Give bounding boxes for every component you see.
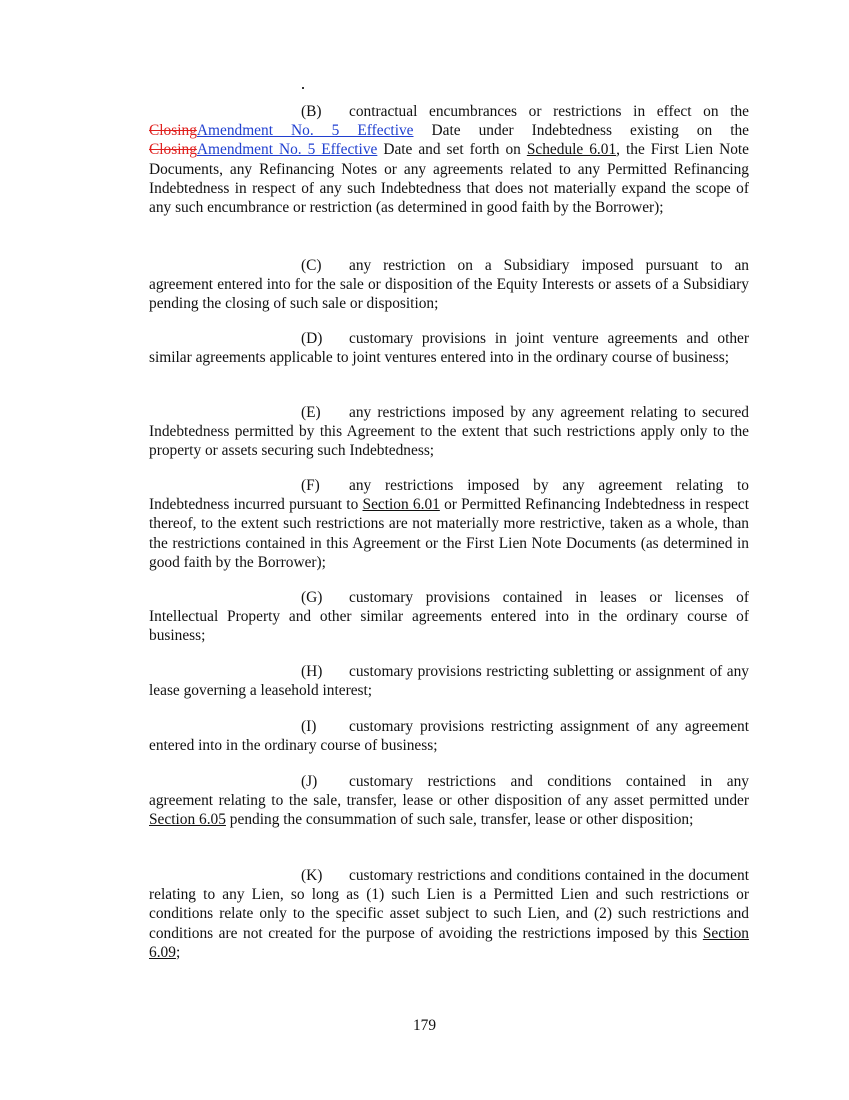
- clause-e: [149, 403, 749, 461]
- section-reference: Section 6.05: [149, 811, 226, 829]
- deleted-text: Closing: [149, 122, 197, 140]
- clause-label: (J): [301, 773, 318, 790]
- clause-text: customary restrictions and conditions contained in the document relating to any Lien, so long as (1) such Lien is a Permitted Lien and such restrictions or conditions relate only to the specific asset subject to such Lien, and (2) such restrictions and conditions are not created for the purpose of avoiding the restrictions imposed by this: [149, 867, 749, 942]
- clause-d: [149, 329, 749, 367]
- section-reference: Section 6.09: [149, 924, 749, 961]
- clause-g: [149, 588, 749, 646]
- clause-label: (D): [301, 330, 323, 347]
- clause-label: (C): [301, 257, 322, 274]
- stray-mark: [302, 87, 304, 89]
- clause-label: (F): [301, 477, 320, 494]
- deleted-text: Closing: [149, 141, 197, 159]
- clause-label: (H): [301, 663, 323, 680]
- clause-text: , the First Lien Note Documents, any Refinancing Notes or any agreements related to any Permitted Refinancing Indebtedness in respect of any such Indebtedness that does not materially expand the scope of any such encumbrance or restriction (as determined in good faith by the Borrower);: [149, 141, 750, 217]
- clause-text: any restriction on a Subsidiary imposed pursuant to an agreement entered into for the sale or disposition of the Equity Interests or assets of a Subsidiary pending the closing of such sale or disposition;: [149, 257, 749, 313]
- section-reference: Schedule 6.01: [526, 141, 617, 159]
- clause-text: customary provisions restricting assignment of any agreement entered into in the ordinary course of business;: [149, 718, 749, 755]
- clause-j: [149, 772, 749, 830]
- clause-text: customary provisions contained in leases or licenses of Intellectual Property and other similar agreements entered into in the ordinary course of business;: [149, 589, 749, 645]
- clause-i: [149, 717, 749, 755]
- clause-k: [149, 866, 749, 962]
- inserted-text: Amendment No. 5 Effective: [196, 122, 414, 140]
- clause-h: [149, 662, 749, 700]
- page-number: 179: [412, 1017, 437, 1034]
- clause-label: (G): [301, 589, 323, 606]
- clause-text: customary restrictions and conditions contained in any agreement relating to the sale, transfer, lease or other disposition of any asset permitted under: [149, 773, 749, 810]
- clause-label: (B): [301, 103, 322, 120]
- clause-text: contractual encumbrances or restrictions in effect on the: [349, 103, 749, 120]
- clause-label: (I): [301, 718, 317, 735]
- clause-c: [149, 256, 749, 314]
- clause-text: or Permitted Refinancing Indebtedness in respect thereof, to the extent such restrictions are not materially more restrictive, taken as a whole, than the restrictions contained in this Agreement or the First Lien Note Documents (as determined in good faith by the Borrower);: [149, 496, 749, 571]
- clause-text: Date under Indebtedness existing on the: [413, 122, 749, 140]
- section-reference: Section 6.01: [362, 496, 440, 514]
- clause-f: [149, 476, 749, 572]
- clause-text: ;: [175, 943, 181, 961]
- clause-b: [149, 102, 749, 217]
- clause-text: any restrictions imposed by any agreement relating to secured Indebtedness permitted by this Agreement to the extent that such restrictions apply only to the property or assets securing such Indebtedness;: [149, 404, 749, 460]
- inserted-text: Amendment No. 5 Effective: [196, 141, 378, 159]
- clause-text: pending the consummation of such sale, transfer, lease or other disposition;: [225, 811, 694, 829]
- clause-text: Date and set forth on: [377, 141, 527, 159]
- clause-text: customary provisions in joint venture agreements and other similar agreements applicable to joint ventures entered into in the ordinary course of business;: [149, 330, 749, 367]
- clause-label: (K): [301, 867, 323, 884]
- clause-label: (E): [301, 404, 321, 421]
- clause-text: customary provisions restricting subletting or assignment of any lease governing a leasehold interest;: [149, 663, 749, 700]
- clause-text: any restrictions imposed by any agreement relating to Indebtedness incurred pursuant to: [149, 477, 749, 514]
